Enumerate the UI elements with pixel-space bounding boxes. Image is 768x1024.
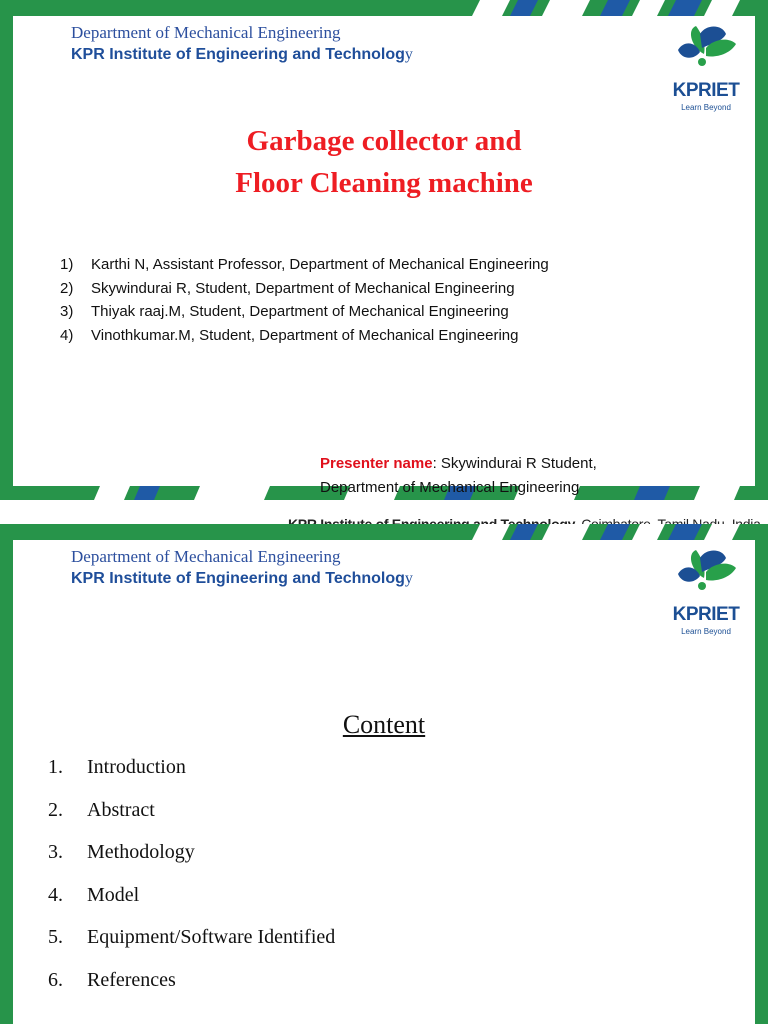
content-text: Methodology <box>87 841 195 863</box>
logo-wordmark: KPRIET <box>672 604 740 625</box>
institute-main: KPR Institute of Engineering and Technolog <box>71 46 405 63</box>
content-item <box>48 841 335 884</box>
author-list <box>60 256 549 350</box>
title-line-2: Floor Cleaning machine <box>235 167 533 199</box>
department-name: Department of Mechanical Engineering <box>71 547 341 566</box>
author-number: 1) <box>60 256 74 273</box>
content-text: References <box>87 968 176 991</box>
content-item <box>48 926 335 969</box>
presenter-value: : Skywindurai R Student, <box>432 455 597 472</box>
institute-tail: y <box>404 570 413 587</box>
author-text: Karthi N, Assistant Professor, Department of Mechanical Engineering <box>91 256 549 273</box>
author-number: 2) <box>60 279 74 297</box>
kpriet-logo <box>666 542 746 642</box>
presenter-department: Department of Mechanical Engineering <box>320 479 580 496</box>
slide-1 <box>0 0 768 500</box>
content-number: 1. <box>48 756 63 778</box>
content-list <box>48 756 335 1011</box>
content-number: 2. <box>48 798 63 821</box>
slide-2 <box>0 524 768 1024</box>
content-text: Introduction <box>87 756 186 778</box>
content-number: 5. <box>48 926 63 948</box>
content-title: Content <box>342 710 426 739</box>
author-text: Thiyak raaj.M, Student, Department of Mechanical Engineering <box>91 303 509 320</box>
presenter-label: Presenter name <box>320 455 433 472</box>
institute-main: KPR Institute of Engineering and Technolog <box>71 570 405 587</box>
top-stripes <box>440 524 768 540</box>
institute-name <box>71 46 413 64</box>
logo-wordmark: KPRIET <box>672 80 740 101</box>
slide-1-title <box>0 120 768 204</box>
top-stripes <box>440 0 768 16</box>
kpriet-leaf-logo-icon <box>666 542 746 602</box>
content-text: Abstract <box>87 798 155 821</box>
author-text: Vinothkumar.M, Student, Department of Mechanical Engineering <box>91 326 519 344</box>
institute-tail: y <box>404 46 413 63</box>
content-text: Model <box>87 883 140 906</box>
author-item <box>60 256 549 280</box>
author-item <box>60 280 549 304</box>
content-number: 4. <box>48 883 63 906</box>
institute-name <box>71 570 413 588</box>
content-item <box>48 756 335 799</box>
logo-tagline: Learn Beyond <box>681 627 731 636</box>
presenter-block <box>320 452 597 500</box>
title-line-1: Garbage collector and <box>246 125 522 157</box>
content-number: 6. <box>48 968 63 991</box>
author-number: 4) <box>60 326 74 344</box>
department-name: Department of Mechanical Engineering <box>71 23 341 42</box>
author-item <box>60 327 549 351</box>
slide-1-body <box>13 16 755 486</box>
author-number: 3) <box>60 303 74 320</box>
kpriet-logo <box>666 18 746 118</box>
content-text: Equipment/Software Identified <box>87 926 336 948</box>
author-item <box>60 303 549 327</box>
logo-tagline: Learn Beyond <box>681 103 731 112</box>
content-item <box>48 884 335 927</box>
content-item <box>48 969 335 1012</box>
author-text: Skywindurai R, Student, Department of Mechanical Engineering <box>91 279 515 297</box>
content-item <box>48 799 335 842</box>
kpriet-leaf-logo-icon <box>666 18 746 78</box>
content-number: 3. <box>48 841 63 863</box>
